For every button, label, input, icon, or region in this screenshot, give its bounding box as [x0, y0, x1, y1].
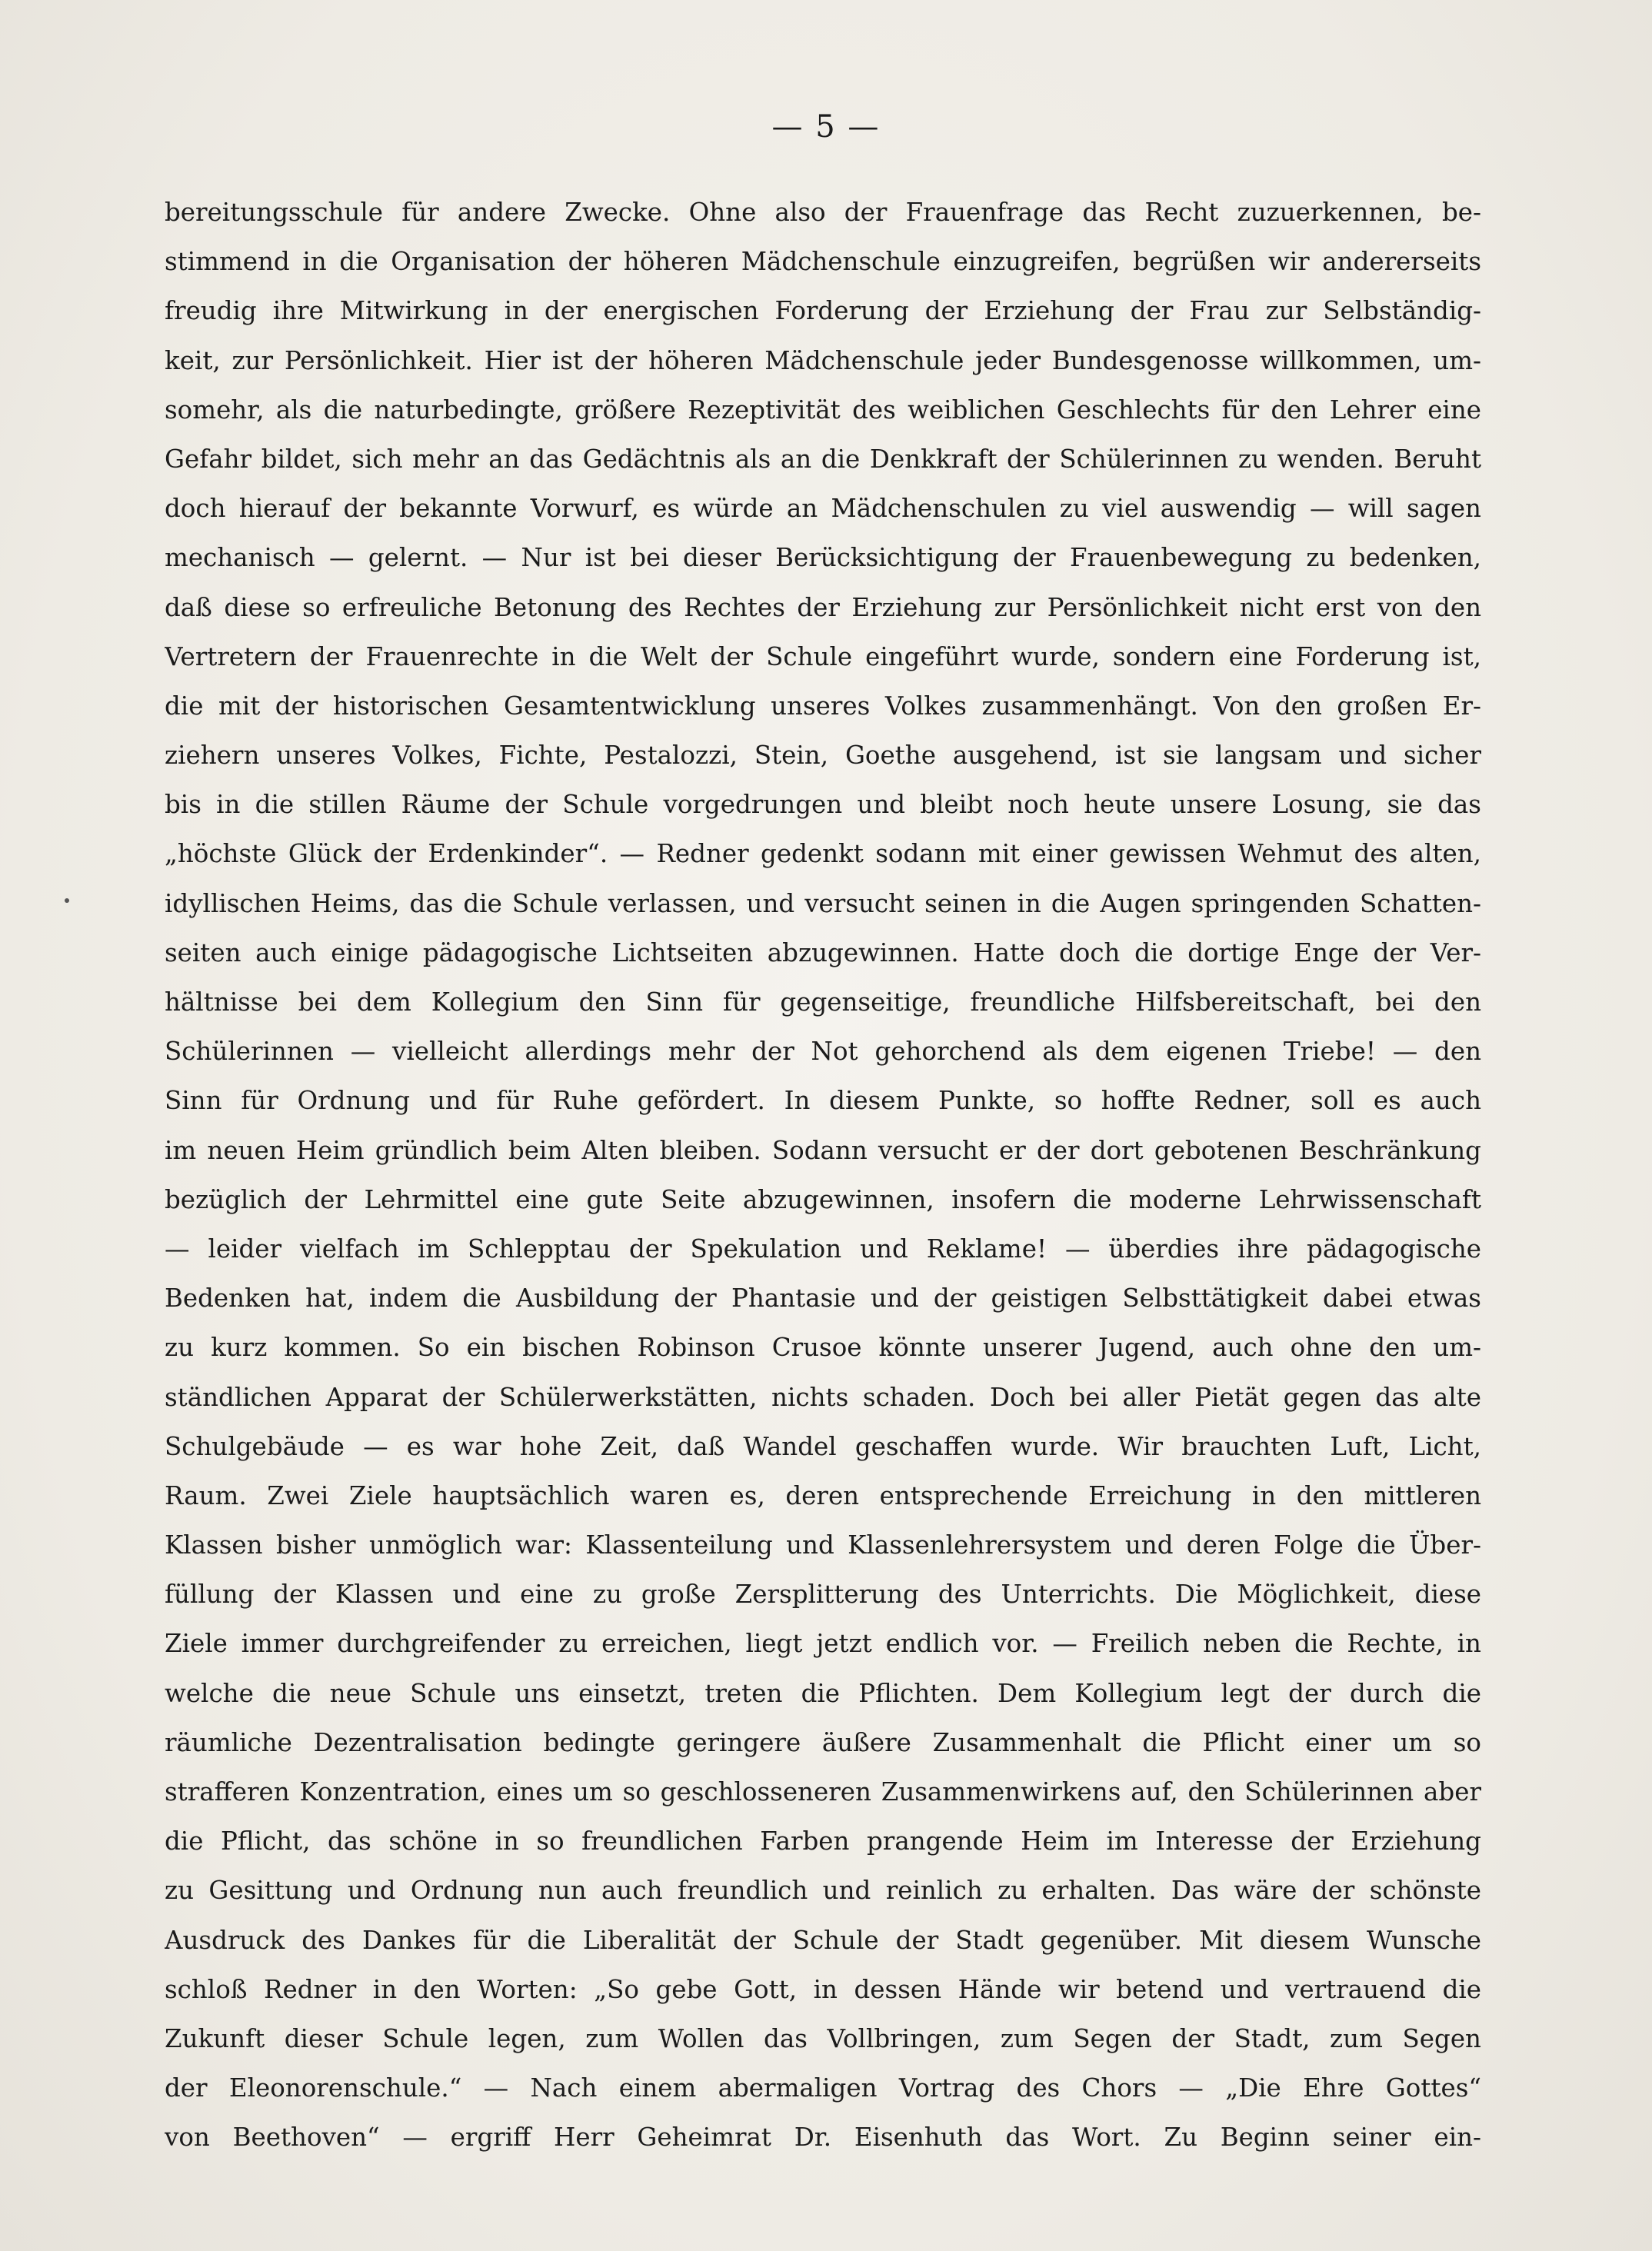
text-line-4: keit, zur Persönlichkeit. Hier ist der höheren Mädchenschule jeder Bundesgenosse willkommen, um-: [165, 345, 1481, 375]
text-line-31: welche die neue Schule uns einsetzt, treten die Pflichten. Dem Kollegium legt der durch die: [165, 1678, 1481, 1708]
text-line-26: Schulgebäude — es war hohe Zeit, daß Wandel geschaffen wurde. Wir brauchten Luft, Licht,: [165, 1431, 1481, 1461]
text-line-34: die Pflicht, das schöne in so freundlichen Farben prangende Heim im Interesse der Erziehung: [165, 1826, 1481, 1856]
text-line-15: idyllischen Heims, das die Schule verlassen, und versucht seinen in die Augen springenden Schatten-: [165, 888, 1481, 918]
text-line-27: Raum. Zwei Ziele hauptsächlich waren es, deren entsprechende Erreichung in den mittleren: [165, 1480, 1481, 1510]
text-line-16: seiten auch einige pädagogische Lichtseiten abzugewinnen. Hatte doch die dortige Enge der Ver-: [165, 937, 1481, 967]
text-line-39: der Eleonorenschule.“ — Nach einem abermaligen Vortrag des Chors — „Die Ehre Gottes“: [165, 2073, 1481, 2103]
text-line-22: — leider vielfach im Schlepptau der Spekulation und Reklame! — überdies ihre pädagogische: [165, 1234, 1481, 1264]
text-line-8: mechanisch — gelernt. — Nur ist bei dieser Berücksichtigung der Frauenbewegung zu bedenken,: [165, 543, 1481, 573]
text-line-13: bis in die stillen Räume der Schule vorgedrungen und bleibt noch heute unsere Losung, sie das: [165, 790, 1481, 820]
text-line-14: „höchste Glück der Erdenkinder“. — Redner gedenkt sodann mit einer gewissen Wehmut des alten,: [165, 839, 1481, 869]
text-line-30: Ziele immer durchgreifender zu erreichen, liegt jetzt endlich vor. — Freilich neben die Rechte, in: [165, 1629, 1481, 1659]
text-line-21: bezüglich der Lehrmittel eine gute Seite abzugewinnen, insofern die moderne Lehrwissenschaft: [165, 1184, 1481, 1214]
text-line-37: schloß Redner in den Worten: „So gebe Gott, in dessen Hände wir betend und vertrauend die: [165, 1974, 1481, 2004]
text-line-23: Bedenken hat, indem die Ausbildung der Phantasie und der geistigen Selbsttätigkeit dabei etwas: [165, 1284, 1481, 1314]
text-line-3: freudig ihre Mitwirkung in der energischen Forderung der Erziehung der Frau zur Selbständig-: [165, 296, 1481, 326]
text-line-11: die mit der historischen Gesamtentwicklung unseres Volkes zusammenhängt. Von den großen Er-: [165, 691, 1481, 721]
text-line-1: bereitungsschule für andere Zwecke. Ohne also der Frauenfrage das Recht zuzuerkennen, be-: [165, 198, 1481, 227]
text-line-24: zu kurz kommen. So ein bischen Robinson Crusoe könnte unserer Jugend, auch ohne den um-: [165, 1333, 1481, 1363]
text-line-32: räumliche Dezentralisation bedingte geringere äußere Zusammenhalt die Pflicht einer um so: [165, 1727, 1481, 1757]
text-line-9: daß diese so erfreuliche Betonung des Rechtes der Erziehung zur Persönlichkeit nicht erst von den: [165, 592, 1481, 622]
text-line-17: hältnisse bei dem Kollegium den Sinn für gegenseitige, freundliche Hilfsbereitschaft, bei den: [165, 987, 1481, 1017]
body-text: [165, 188, 1481, 2163]
text-line-20: im neuen Heim gründlich beim Alten bleiben. Sodann versucht er der dort gebotenen Beschränkung: [165, 1135, 1481, 1165]
text-line-6: Gefahr bildet, sich mehr an das Gedächtnis als an die Denkkraft der Schülerinnen zu wenden. Beruht: [165, 444, 1481, 474]
text-line-38: Zukunft dieser Schule legen, zum Wollen das Vollbringen, zum Segen der Stadt, zum Segen: [165, 2023, 1481, 2053]
text-line-33: strafferen Konzentration, eines um so geschlosseneren Zusammenwirkens auf, den Schülerinnen aber: [165, 1777, 1481, 1806]
paper-speck: [65, 898, 69, 903]
text-line-2: stimmend in die Organisation der höheren Mädchenschule einzugreifen, begrüßen wir andererseits: [165, 247, 1481, 277]
text-line-35: zu Gesittung und Ordnung nun auch freundlich und reinlich zu erhalten. Das wäre der schönste: [165, 1876, 1481, 1906]
page-number: — 5 —: [771, 109, 881, 145]
text-line-7: doch hierauf der bekannte Vorwurf, es würde an Mädchenschulen zu viel auswendig — will sagen: [165, 494, 1481, 524]
text-line-36: Ausdruck des Dankes für die Liberalität der Schule der Stadt gegenüber. Mit diesem Wunsche: [165, 1925, 1481, 1955]
text-line-25: ständlichen Apparat der Schülerwerkstätten, nichts schaden. Doch bei aller Pietät gegen das alte: [165, 1382, 1481, 1412]
text-line-29: füllung der Klassen und eine zu große Zersplitterung des Unterrichts. Die Möglichkeit, diese: [165, 1580, 1481, 1610]
text-line-19: Sinn für Ordnung und für Ruhe gefördert. In diesem Punkte, so hoffte Redner, soll es auch: [165, 1086, 1481, 1116]
text-line-18: Schülerinnen — vielleicht allerdings mehr der Not gehorchend als dem eigenen Triebe! — den: [165, 1037, 1481, 1067]
text-line-28: Klassen bisher unmöglich war: Klassenteilung und Klassenlehrersystem und deren Folge die Über-: [165, 1530, 1481, 1560]
text-line-12: ziehern unseres Volkes, Fichte, Pestalozzi, Stein, Goethe ausgehend, ist sie langsam und sicher: [165, 741, 1481, 771]
text-line-40: von Beethoven“ — ergriff Herr Geheimrat Dr. Eisenhuth das Wort. Zu Beginn seiner ein-: [165, 2123, 1481, 2153]
text-line-10: Vertretern der Frauenrechte in die Welt der Schule eingeführt wurde, sondern eine Forderung ist,: [165, 641, 1481, 671]
text-line-5: somehr, als die naturbedingte, größere Rezeptivität des weiblichen Geschlechts für den Lehrer eine: [165, 395, 1481, 425]
